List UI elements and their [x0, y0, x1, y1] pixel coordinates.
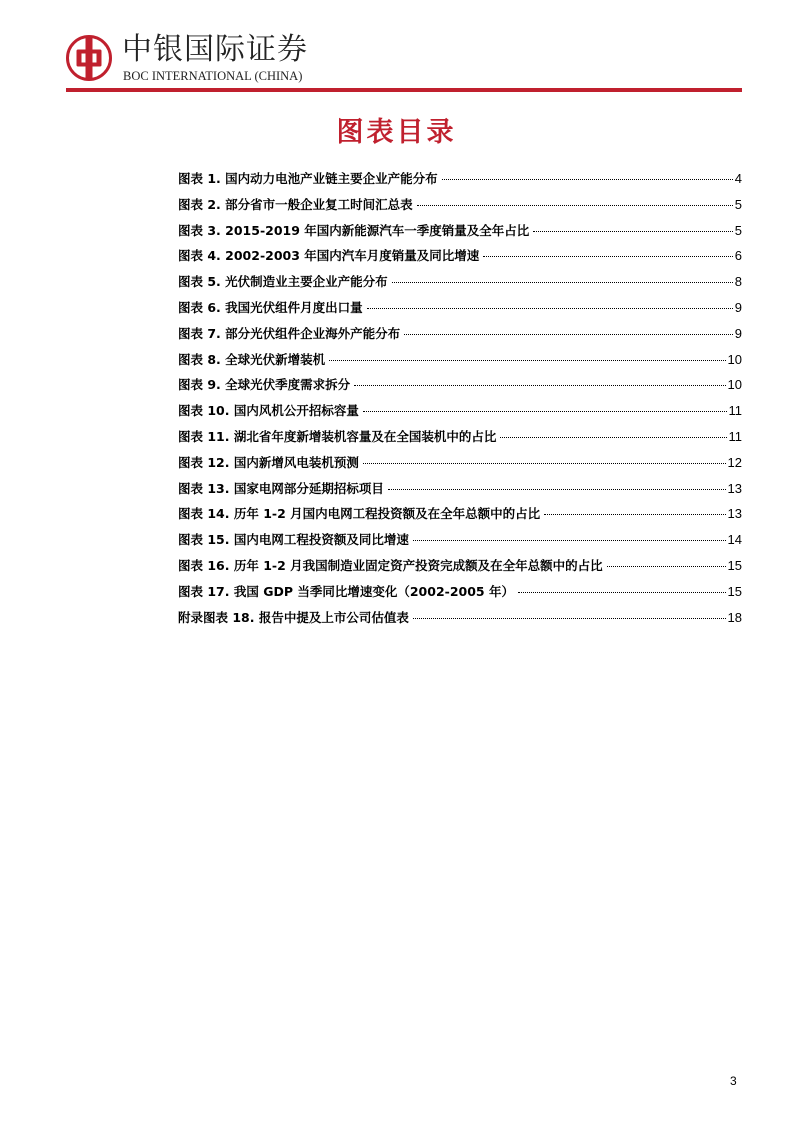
page-number: 3	[730, 1074, 737, 1088]
header-divider	[66, 88, 742, 92]
toc-entry[interactable]	[178, 503, 742, 529]
toc-entry-page: 15	[727, 557, 742, 573]
toc-entry[interactable]	[178, 452, 742, 478]
toc-entry-page: 5	[734, 222, 742, 238]
toc-leader-dots	[533, 231, 732, 232]
toc-entry[interactable]	[178, 400, 742, 426]
toc-list	[178, 168, 742, 632]
toc-leader-dots	[329, 360, 725, 361]
boc-logo-icon	[66, 35, 112, 81]
toc-leader-dots	[363, 463, 726, 464]
toc-entry-label: 图表 3. 2015-2019 年国内新能源汽车一季度销量及全年占比	[178, 222, 530, 238]
toc-entry-label: 图表 9. 全球光伏季度需求拆分	[178, 377, 351, 393]
toc-entry-label: 图表 15. 国内电网工程投资额及同比增速	[178, 532, 409, 548]
toc-entry-page: 18	[727, 609, 742, 625]
toc-entry-label: 图表 7. 部分光伏组件企业海外产能分布	[178, 325, 401, 341]
toc-leader-dots	[417, 205, 733, 206]
toc-title: 图表目录	[336, 117, 457, 148]
toc-entry-page: 11	[728, 403, 742, 419]
toc-entry-page: 14	[727, 532, 742, 548]
toc-entry[interactable]	[178, 581, 742, 607]
toc-entry-page: 10	[727, 377, 742, 393]
toc-entry-label: 图表 4. 2002-2003 年国内汽车月度销量及同比增速	[178, 248, 480, 264]
toc-leader-dots	[392, 282, 733, 283]
toc-leader-dots	[354, 385, 725, 386]
toc-entry[interactable]	[178, 555, 742, 581]
toc-entry-label: 图表 13. 国家电网部分延期招标项目	[178, 480, 384, 496]
toc-leader-dots	[500, 437, 726, 438]
toc-entry-label: 图表 5. 光伏制造业主要企业产能分布	[178, 274, 388, 290]
toc-entry[interactable]	[178, 168, 742, 194]
toc-leader-dots	[363, 411, 727, 412]
toc-entry[interactable]	[178, 194, 742, 220]
toc-entry[interactable]	[178, 220, 742, 246]
toc-entry[interactable]	[178, 607, 742, 633]
toc-entry-label: 图表 6. 我国光伏组件月度出口量	[178, 299, 363, 315]
toc-leader-dots	[413, 618, 726, 619]
toc-leader-dots	[518, 592, 726, 593]
toc-entry-page: 5	[734, 196, 742, 212]
toc-entry-page: 8	[734, 274, 742, 290]
toc-entry[interactable]	[178, 374, 742, 400]
toc-leader-dots	[367, 308, 733, 309]
toc-entry-label: 图表 2. 部分省市一般企业复工时间汇总表	[178, 196, 413, 212]
toc-entry-page: 11	[728, 428, 742, 444]
toc-leader-dots	[442, 179, 733, 180]
toc-entry[interactable]	[178, 529, 742, 555]
toc-entry-label: 图表 1. 国内动力电池产业链主要企业产能分布	[178, 171, 438, 186]
toc-entry-page: 9	[734, 299, 742, 315]
toc-entry-page: 13	[727, 506, 742, 522]
toc-entry[interactable]	[178, 271, 742, 297]
toc-entry[interactable]	[178, 426, 742, 452]
toc-entry-page: 9	[734, 325, 742, 341]
toc-entry[interactable]	[178, 297, 742, 323]
toc-entry-page: 10	[727, 351, 742, 367]
toc-entry-page: 12	[727, 454, 742, 470]
toc-entry[interactable]	[178, 478, 742, 504]
toc-entry-page: 6	[734, 248, 742, 264]
toc-entry-page: 15	[727, 583, 742, 599]
toc-entry-label: 附录图表 18. 报告中提及上市公司估值表	[178, 609, 409, 625]
toc-entry[interactable]	[178, 323, 742, 349]
toc-entry[interactable]	[178, 245, 742, 271]
toc-entry-page: 13	[727, 480, 742, 496]
toc-leader-dots	[404, 334, 733, 335]
toc-entry-label: 图表 16. 历年 1-2 月我国制造业固定资产投资完成额及在全年总额中的占比	[178, 557, 603, 573]
toc-entry-label: 图表 12. 国内新增风电装机预测	[178, 454, 359, 470]
toc-entry[interactable]	[178, 349, 742, 375]
toc-leader-dots	[483, 256, 732, 257]
toc-leader-dots	[413, 540, 726, 541]
page-header	[0, 0, 793, 96]
toc-leader-dots	[544, 514, 725, 515]
toc-entry-page: 4	[734, 171, 742, 186]
brand-name-english: BOC INTERNATIONAL (CHINA)	[123, 69, 303, 83]
toc-leader-dots	[607, 566, 726, 567]
toc-leader-dots	[388, 489, 726, 490]
toc-entry-label: 图表 14. 历年 1-2 月国内电网工程投资额及在全年总额中的占比	[178, 506, 541, 522]
toc-entry-label: 图表 11. 湖北省年度新增装机容量及在全国装机中的占比	[178, 428, 497, 444]
brand-name-chinese: 中银国际证券	[122, 32, 308, 67]
toc-entry-label: 图表 8. 全球光伏新增装机	[178, 351, 326, 367]
toc-entry-label: 图表 10. 国内风机公开招标容量	[178, 403, 359, 419]
toc-entry-label: 图表 17. 我国 GDP 当季同比增速变化（2002-2005 年）	[178, 583, 514, 599]
